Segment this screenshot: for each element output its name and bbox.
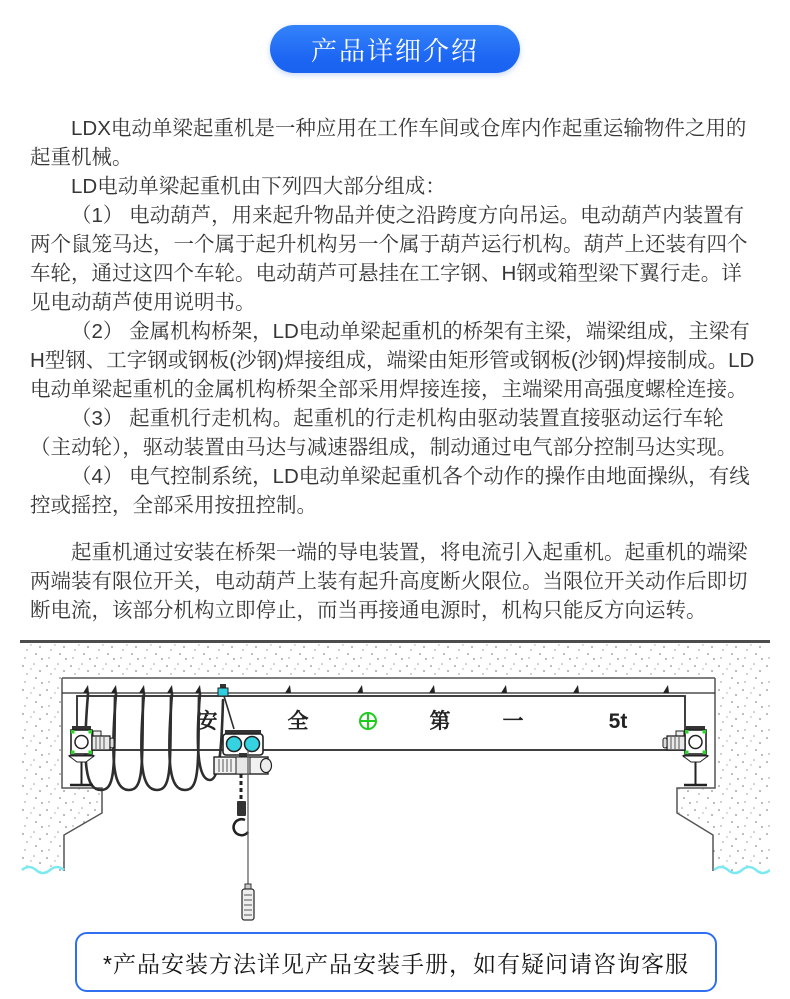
ceiling-concrete: [20, 642, 770, 679]
product-description: [30, 114, 762, 625]
drive-motor: [667, 736, 685, 750]
paragraph-electrical: 起重机通过安装在桥架一端的导电装置，将电流引入起重机。起重机的端梁两端装有限位开关，电动葫芦上装有起升高度断火限位。当限位开关动作后即切断电流，该部分机构立即停止，而当再接通电源时，机构只能反方向运转。: [30, 541, 748, 622]
limit-weight: [237, 801, 246, 816]
crane-diagram: [20, 638, 770, 934]
hook-icon: [234, 819, 248, 835]
section-title: 产品详细介绍: [310, 35, 479, 66]
beam-char-an: 安: [196, 710, 218, 733]
paragraph-item-4: （4） 电气控制系统，LD电动单梁起重机各个动作的操作由地面操纵，有线控或摇控，全部采用按扭控制。: [30, 465, 750, 517]
installation-note-box: [75, 932, 717, 992]
paragraph-item-2: （2） 金属机构桥架，LD电动单梁起重机的桥架有主梁，端梁组成，主梁有H型钢、工字钢或钢板(沙钢)焊接组成，端梁由矩形管或钢板(沙钢)焊接制成。LD电动单梁起重机的金属机构桥架全部采用焊接连接，主端梁用高强度螺栓连接。: [30, 320, 755, 401]
beam-char-yi: 一: [502, 710, 524, 733]
installation-note-text: *产品安装方法详见产品安装手册，如有疑问请咨询客服: [103, 950, 689, 977]
beam-char-quan: 全: [287, 710, 309, 733]
trolley-wheel: [245, 737, 260, 752]
beam-char-di: 第: [429, 710, 451, 733]
paragraph-item-3: （3） 起重机行走机构。起重机的行走机构由驱动装置直接驱动运行车轮（主动轮），驱动装置由马达与减速器组成，制动通过电气部分控制马达实现。: [30, 407, 738, 459]
paragraph-intro: LDX电动单梁起重机是一种应用在工作车间或仓库内作起重运输物件之用的起重机械。: [30, 117, 747, 169]
electric-hoist: [214, 730, 272, 835]
trolley-wheel: [227, 737, 242, 752]
right-column: [677, 678, 770, 873]
beam-capacity-label: 5t: [608, 710, 628, 733]
safety-mark-icon: [360, 713, 376, 729]
paragraph-item-1: （1） 电动葫芦，用来起升物品并使之沿跨度方向吊运。电动葫芦内装置有两个鼠笼马达，一个属于起升机构另一个属于葫芦运行机构。葫芦上还装有四个车轮，通过这四个车轮。电动葫芦可悬挂在工字钢、H钢或箱型梁下翼行走。详见电动葫芦使用说明书。: [30, 204, 748, 314]
drive-motor: [92, 736, 110, 750]
crane-diagram-svg: [20, 638, 770, 934]
hoist-motor: [261, 759, 272, 773]
paragraph-composition: LD电动单梁起重机由下列四大部分组成：: [71, 175, 446, 198]
section-title-banner: [270, 25, 520, 73]
festoon-wire: [62, 685, 715, 693]
